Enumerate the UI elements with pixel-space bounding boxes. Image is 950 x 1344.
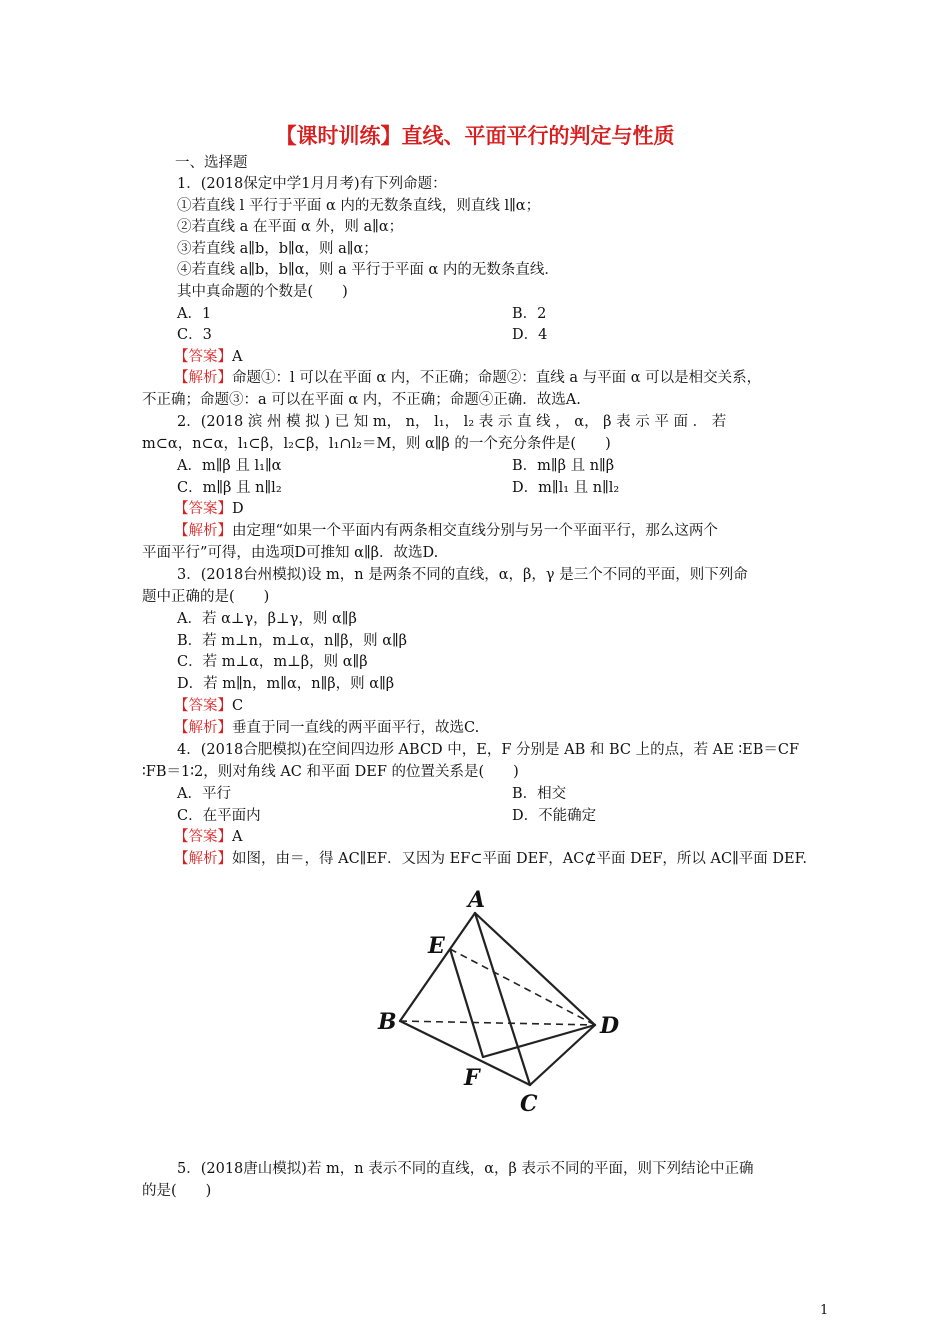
answer-tag: 【答案】 xyxy=(174,349,232,365)
q1-question: 其中真命题的个数是( ) xyxy=(177,284,348,300)
q4-explanation: 【解析】如图，由＝，得 AC∥EF．又因为 EF⊂平面 DEF，AC⊄平面 DEF，所以 AC∥平面 DEF. xyxy=(174,851,807,867)
q2-answer-value: D xyxy=(232,501,244,517)
q3-explanation: 【解析】垂直于同一直线的两平面平行，故选C. xyxy=(174,720,480,736)
q1-answer-value: A xyxy=(232,349,243,365)
q1-proposition-2: ②若直线 a 在平面 α 外，则 a∥α； xyxy=(177,219,404,235)
q4-answer xyxy=(174,827,242,847)
page-title: 【课时训练】直线、平面平行的判定与性质 xyxy=(275,124,675,148)
q4-option-c: C．在平面内 xyxy=(177,808,261,824)
vertex-label-a: A xyxy=(468,887,486,913)
vertex-label-d: D xyxy=(600,1013,620,1039)
q1-answer xyxy=(174,347,242,367)
q2-stem-line-1: 2．(2018 滨 州 模 拟 ) 已 知 m， n， l₁， l₂ 表 示 直 线 ， α， β 表 示 平 面 ． 若 xyxy=(177,414,727,430)
answer-tag: 【答案】 xyxy=(174,829,232,845)
q2-option-b: B．m∥β 且 n∥β xyxy=(512,458,615,474)
explanation-tag: 【解析】 xyxy=(174,720,232,736)
q1-proposition-1: ①若直线 l 平行于平面 α 内的无数条直线，则直线 l∥α； xyxy=(177,198,541,214)
q4-option-a: A．平行 xyxy=(177,786,231,802)
q1-option-c: C．3 xyxy=(177,327,212,343)
q2-stem-line-2: m⊂α，n⊂α，l₁⊂β，l₂⊂β，l₁∩l₂＝M，则 α∥β 的一个充分条件是( ) xyxy=(142,436,611,452)
section-heading: 一、选择题 xyxy=(175,155,248,171)
explanation-tag: 【解析】 xyxy=(174,370,232,386)
q2-explanation-line-1: 【解析】由定理“如果一个平面内有两条相交直线分别与另一个平面平行，那么这两个 xyxy=(174,523,718,539)
q1-option-a: A．1 xyxy=(177,306,212,322)
q1-stem: 1．(2018保定中学1月月考)有下列命题： xyxy=(177,176,447,192)
point-label-e: E xyxy=(428,933,445,959)
q1-proposition-3: ③若直线 a∥b，b∥α，则 a∥α； xyxy=(177,241,378,257)
q2-explanation-line-2: 平面平行”可得，由选项D可推知 α∥β．故选D. xyxy=(142,545,439,561)
q4-option-d: D．不能确定 xyxy=(512,808,597,824)
q4-stem-line-2: ∶FB＝1∶2，则对角线 AC 和平面 DEF 的位置关系是( ) xyxy=(142,764,519,780)
explanation-tag: 【解析】 xyxy=(174,851,232,867)
tetrahedron-figure xyxy=(370,885,640,1120)
point-label-f: F xyxy=(464,1065,480,1091)
q4-stem-line-1: 4．(2018合肥模拟)在空间四边形 ABCD 中，E，F 分别是 AB 和 BC 上的点，若 AE ∶EB＝CF xyxy=(177,742,800,758)
q4-answer-value: A xyxy=(232,829,243,845)
q1-option-b: B．2 xyxy=(512,306,547,322)
vertex-label-b: B xyxy=(378,1009,397,1035)
q3-answer-value: C xyxy=(232,698,244,714)
edge-ab xyxy=(400,913,475,1021)
q3-option-d: D．若 m∥n，m∥α，n∥β，则 α∥β xyxy=(177,676,395,692)
page-number: 1 xyxy=(820,1303,829,1318)
q1-option-d: D．4 xyxy=(512,327,548,343)
q3-stem-line-2: 题中正确的是( ) xyxy=(142,589,270,605)
segment-ef xyxy=(450,949,483,1057)
q1-proposition-4: ④若直线 a∥b，b∥α，则 a 平行于平面 α 内的无数条直线． xyxy=(177,262,559,278)
q2-answer xyxy=(174,499,244,519)
hidden-segment-ed xyxy=(450,949,595,1025)
vertex-label-c: C xyxy=(520,1091,538,1117)
answer-tag: 【答案】 xyxy=(174,698,232,714)
q3-option-b: B．若 m⊥n，m⊥α，n∥β，则 α∥β xyxy=(177,633,408,649)
explanation-tag: 【解析】 xyxy=(174,523,232,539)
q3-option-c: C．若 m⊥α，m⊥β，则 α∥β xyxy=(177,654,368,670)
q3-stem-line-1: 3．(2018台州模拟)设 m，n 是两条不同的直线，α，β，γ 是三个不同的平面，则下列命 xyxy=(177,567,748,583)
q2-option-c: C．m∥β 且 n∥l₂ xyxy=(177,480,282,496)
q2-option-d: D．m∥l₁ 且 n∥l₂ xyxy=(512,480,620,496)
q2-option-a: A．m∥β 且 l₁∥α xyxy=(177,458,282,474)
answer-tag: 【答案】 xyxy=(174,501,232,517)
q1-explanation-line-1: 【解析】命题①：l 可以在平面 α 内，不正确；命题②：直线 a 与平面 α 可以是相交关系， xyxy=(174,370,762,386)
q3-option-a: A．若 α⊥γ，β⊥γ，则 α∥β xyxy=(177,611,357,627)
q4-option-b: B．相交 xyxy=(512,786,567,802)
q5-stem-line-2: 的是( ) xyxy=(142,1183,212,1199)
hidden-edge-bd xyxy=(400,1021,595,1025)
q5-stem-line-1: 5．(2018唐山模拟)若 m，n 表示不同的直线，α，β 表示不同的平面，则下列结论中正确 xyxy=(177,1161,754,1177)
q3-answer xyxy=(174,696,243,716)
q1-explanation-line-2: 不正确；命题③：a 可以在平面 α 内，不正确；命题④正确．故选A. xyxy=(142,392,581,408)
